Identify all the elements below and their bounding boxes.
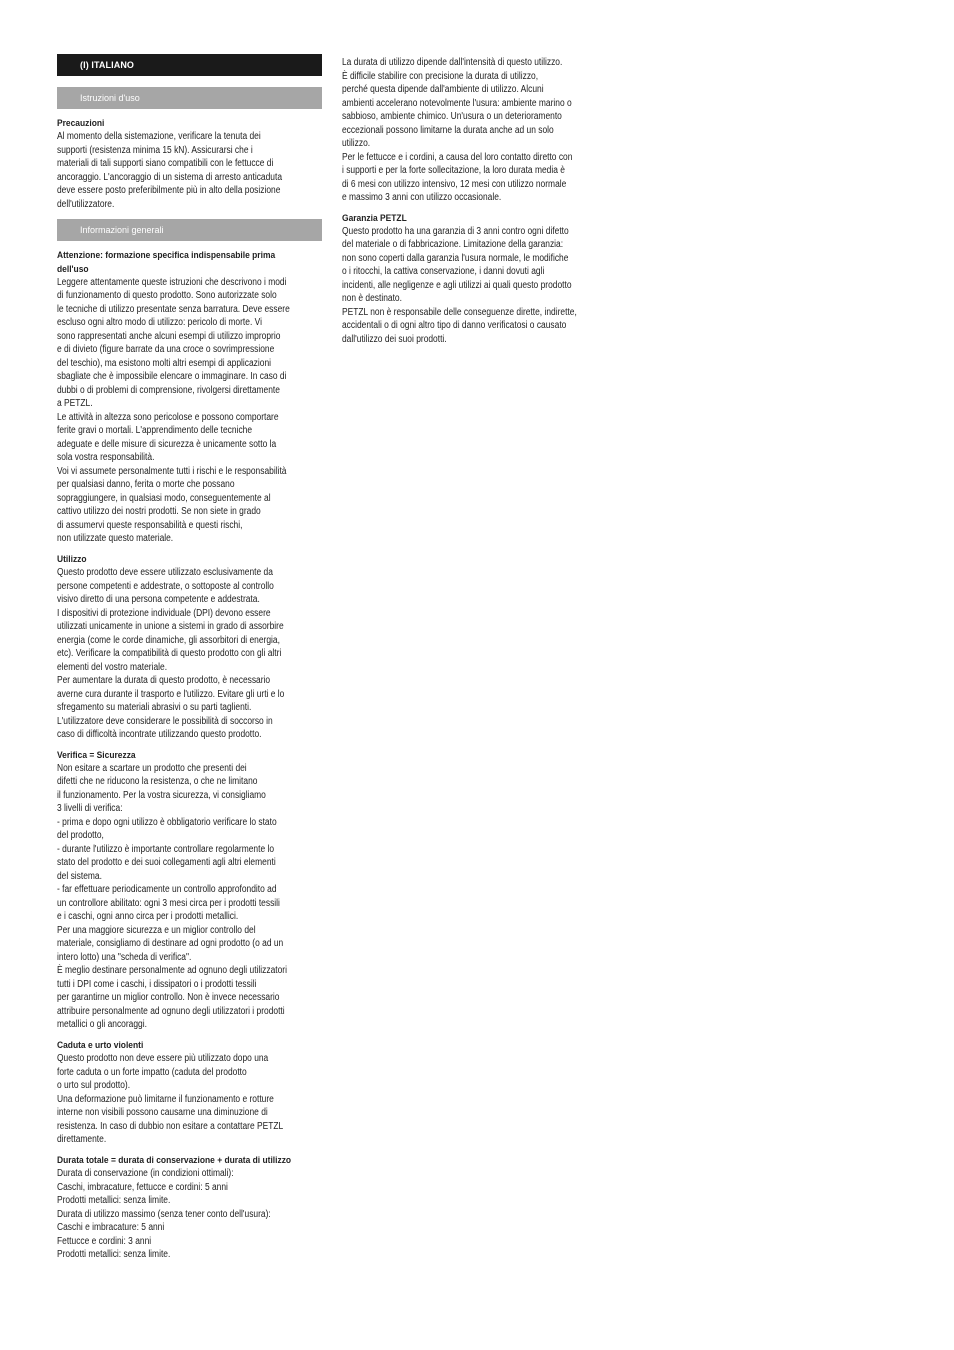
- heading-verifica: Verifica = Sicurezza: [57, 749, 136, 761]
- text-utilizzo: Questo prodotto deve essere utilizzato esclusivamente da persone competenti e addestrate, o sottoposte al controllo visivo diretto di una persona competente e addestrata. I dispositivi di protezione individuale (DPI) devono essere utilizzati unicamente in unione a sistemi in grado di assorbire energia (come le corde dinamiche, gli assorbitori di energia, etc). Verificare la compatibilità di questo prodotto con gli altri elementi del vostro materiale. Per aumentare la durata di questo prodotto, è necessario averne cura durante il trasporto e l'utilizzo. Evitare gli urti e lo sfregamento su materiali abrasivi o su parti taglienti. L'utilizzatore deve considerare le possibilità di soccorso in caso di difficoltà incontrate utilizzando questo prodotto.: [57, 567, 285, 741]
- section-bar-informazioni: Informazioni generali: [57, 219, 322, 241]
- text-verifica: Non esitare a scartare un prodotto che presenti dei difetti che ne riducono la resistenza, o che ne limitano il funzionamento. Per la vostra sicurezza, vi consigliamo 3 livelli di verifica: - prima e dopo ogni utilizzo è obbligatorio verificare lo stato del prodotto, - durante l'utilizzo è importante controllare regolarmente lo stato del prodotto e dei suoi collegamenti agli altri elementi del sistema. - far effettuare periodicamente un controllo approfondito ad un controllore abilitato: ogni 3 mesi circa per i prodotti tessili e i caschi, ogni anno circa per i prodotti metallici. Per una maggiore sicurezza e un miglior controllo del materiale, consigliamo di destinare ad ogni prodotto (o ad un intero lotto) una "scheda di verifica". È meglio destinare personalmente ad ognuno degli utilizzatori tutti i DPI come i caschi, i dissipatori o i prodotti tessili per garantirne un miglior controllo. Non è invece necessario attribuire personalmente ad ognuno degli utilizzatori i prodotti metallici o gli ancoraggi.: [57, 762, 287, 1031]
- language-header: (I) ITALIANO: [57, 54, 322, 76]
- text-durata-continued: La durata di utilizzo dipende dall'intensità di questo utilizzo. È difficile stabilire con precisione la durata di utilizzo, perché questa dipende dall'ambiente di utilizzo. Alcuni ambienti accelerano notevolmente l'usura: ambiente marino o sabbioso, ambiente chimico. Un'usura o un deterioramento eccezionali possono limitarne la durata anche ad un solo utilizzo. Per le fettucce e i cordini, a causa del loro contatto diretto con i supporti e per la forte sollecitazione, la loro durata media è di 6 mesi con utilizzo intensivo, 12 mesi con utilizzo normale e massimo 3 anni con utilizzo occasionale.: [342, 57, 573, 203]
- text-garanzia: Questo prodotto ha una garanzia di 3 anni contro ogni difetto del materiale o di fabbricazione. Limitazione della garanzia: non sono coperti dalla garanzia l'usura normale, le modifiche o i ritocchi, la cattiva conservazione, i danni dovuti agli incidenti, alle negligenze e agli utilizzi ai quali questo prodotto non è destinato. PETZL non è responsabile delle conseguenze dirette, indirette, accidentali o di ogni altro tipo di danno verificatosi o causato dall'utilizzo dei suoi prodotti.: [342, 225, 577, 345]
- section-bar-istruzioni: Istruzioni d'uso: [57, 87, 322, 109]
- text-attenzione: Leggere attentamente queste istruzioni che descrivono i modi di funzionamento di questo prodotto. Sono autorizzate solo le tecniche di utilizzo presentate senza barratura. Deve essere escluso ogni altro modo di utilizzo: pericolo di morte. Vi sono rappresentati anche alcuni esempi di utilizzo improprio e di divieto (figure barrate da una croce o sovrimpressione del teschio), ma esistono molti altri esempi di applicazioni sbagliate che è impossibile elencare o immaginare. In caso di dubbi o di problemi di comprensione, rivolgersi direttamente a PETZL. Le attività in altezza sono pericolose e possono comportare ferite gravi o mortali. L'apprendimento delle tecniche adeguate e delle misure di sicurezza è unicamente sotto la sola vostra responsabilità. Voi vi assumete personalmente tutti i rischi e le responsabilità per qualsiasi danno, ferita o morte che possano sopraggiungere, in qualsiasi modo, conseguentemente al cattivo utilizzo dei nostri prodotti. Se non siete in grado di assumervi queste responsabilità e questi rischi, non utilizzate questo materiale.: [57, 276, 290, 545]
- left-column: [57, 54, 322, 1262]
- heading-precauzioni: Precauzioni: [57, 118, 105, 129]
- heading-utilizzo: Utilizzo: [57, 553, 87, 565]
- text-precauzioni: Al momento della sistemazione, verificare la tenuta dei supporti (resistenza minima 15 kN). Assicurarsi che i materiali di tali supporti siano compatibili con le fettucce di ancoraggio. L'ancoraggio di un sistema di arresto anticaduta deve essere posto preferibilmente più in alto della posizione dell'utilizzatore.: [57, 131, 283, 210]
- heading-attenzione: Attenzione: formazione specifica indispensabile prima dell'uso: [57, 250, 276, 275]
- heading-caduta: Caduta e urto violenti: [57, 1039, 144, 1051]
- heading-garanzia: Garanzia PETZL: [342, 212, 407, 224]
- right-column: [342, 56, 607, 346]
- heading-durata: Durata totale = durata di conservazione + durata di utilizzo: [57, 1154, 292, 1166]
- text-durata: Durata di conservazione (in condizioni ottimali): Caschi, imbracature, fettucce e cordini: 5 anni Prodotti metallici: senza limite. Durata di utilizzo massimo (senza tener conto dell'usura): Caschi e imbracature: 5 anni Fettucce e cordini: 3 anni Prodotti metallici: senza limite.: [57, 1168, 271, 1261]
- text-caduta: Questo prodotto non deve essere più utilizzato dopo una forte caduta o un forte impatto (caduta del prodotto o urto sul prodotto). Una deformazione può limitarne il funzionamento e rotture interne non visibili possono causarne una diminuzione di resistenza. In caso di dubbio non esitare a contattare PETZL direttamente.: [57, 1053, 284, 1146]
